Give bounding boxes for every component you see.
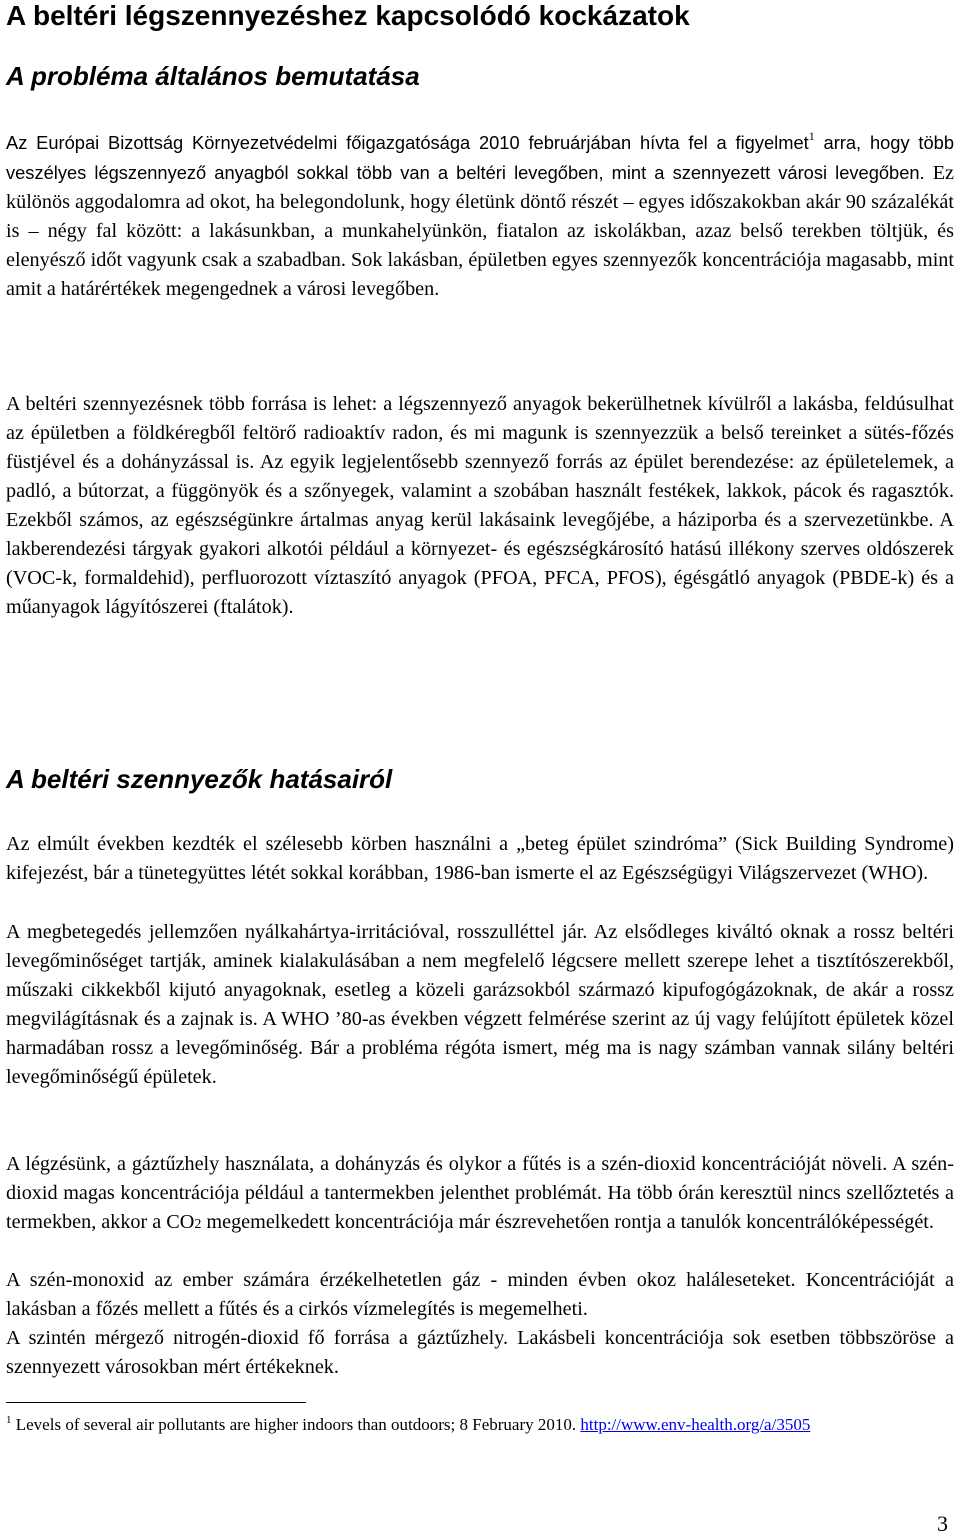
paragraph-text: Az elmúlt években kezdték el szélesebb körben használni a „beteg épület szindróma” (Sick Building Syndrome) kifejezést, bár a tünetegyüttes létét sokkal korábban, 1986-ban ismerte el az Egészségügyi Világszervezet (WHO).	[6, 833, 954, 884]
footnote-text: Levels of several air pollutants are higher indoors than outdoors; 8 February 2010.	[11, 1415, 581, 1434]
section1-paragraph-2	[6, 390, 954, 622]
subscript: 2	[194, 1217, 202, 1232]
paragraph-text: arra, hogy több veszélyes légszennyező anyagból sokkal több van a beltéri levegőben, mint a szennyezett városi levegőben.	[6, 132, 954, 183]
paragraph-text: Sok lakásban, épületben egyes szennyezők koncentrációja magasabb, mint amit a határértékek megengednek a városi levegőben.	[6, 249, 955, 300]
paragraph-text: A szintén mérgező nitrogén-dioxid fő forrása a gáztűzhely. Lakásbeli koncentrációja sok esetben többszöröse a szennyezett városokban mért értékeknek.	[6, 1327, 954, 1378]
footnote	[6, 1412, 954, 1438]
footnote-divider	[6, 1402, 306, 1403]
section2-paragraph-3	[6, 1150, 954, 1239]
paragraph-text: A szén-monoxid az ember számára érzékelhetetlen gáz - minden évben okoz haláleseteket. Koncentrációját a lakásban a főzés mellett a fűtés és a cirkós vízmelegítés is megemelheti.	[6, 1269, 954, 1320]
paragraph-text: megemelkedett koncentrációja már észrevehetően rontja a tanulók koncentrálóképességét.	[201, 1211, 934, 1233]
footnote-reference[interactable]: 1	[808, 129, 815, 143]
paragraph-text: Az Európai Bizottság Környezetvédelmi főigazgatósága 2010 februárjában hívta fel a figyelmet	[6, 132, 809, 153]
section-heading-effects: A beltéri szennyezők hatásairól	[6, 764, 393, 794]
section2-paragraph-5	[6, 1324, 954, 1382]
section-heading-general: A probléma általános bemutatása	[6, 61, 420, 91]
paragraph-text: A beltéri szennyezésnek több forrása is lehet: a légszennyező anyagok bekerülhetnek kívülről a lakásba, feldúsulhat az épületben a földkéregből feltörő radioaktív radon, és mi magunk is szennyezzük a belső tereinket a sütés-főzés füstjével és a dohányzással is. Az egyik legjelentősebb szennyező forrás az épület berendezése: az épületelemek, a padló, a bútorzat, a függönyök és a szőnyegek, valamint a szobában használt festékek, lakkok, pácok és ragasztók. Ezekből számos, az egészségünkre ártalmas anyag kerül lakásaink levegőjébe, a háziporba és a szervezetünkbe. A lakberendezési tárgyak gyakori alkotói például a környezet- és egészségkárosító hatású illékony szerves oldószerek (VOC-k, formaldehid), perfluorozott víztaszító anyagok (PFOA, PFCA, PFOS), égésgátló anyagok (PBDE-k) és a műanyagok lágyítószerei (ftalátok).	[6, 393, 954, 618]
paragraph-text: A légzésünk, a gáztűzhely használata, a dohányzás és olykor a fűtés is a szén-dioxid koncentrációját növeli. A szén-dioxid magas koncentrációja például a tantermekben jelenthet problémát. Ha több órán keresztül nincs szellőztetés a termekben, akkor a CO	[6, 1153, 954, 1233]
section1-paragraph-1	[6, 128, 954, 304]
paragraph-text: Ez különös aggodalomra ad okot, ha belegondolunk, hogy életünk döntő részét – egyes időszakokban akár 90 százalékát is – négy fal között: a lakásunkban, a munkahelyünkön, fiatalon az iskolákban, azaz belső terekben töltjük, és elenyésző időt vagyunk csak a szabadban.	[6, 162, 954, 271]
paragraph-text: A megbetegedés jellemzően nyálkahártya-irritációval, rosszulléttel jár. Az elsődleges kiváltó oknak a rossz beltéri levegőminőséget tartják, aminek kialakulásában a nem megfelelő légcsere mellett szerepe lehet a tisztítószerekből, műszaki cikkekből kijutó anyagoknak, esetleg a közeli garázsokból származó kipufogógázoknak, de akár a rossz megvilágításnak és a zajnak is. A WHO ’80-as években végzett felmérése szerint az új vagy felújított épületek közel harmadában rossz a levegőminőség. Bár a probléma régóta ismert, még ma is nagy számban vannak silány beltéri levegőminőségű épületek.	[6, 921, 954, 1088]
page-number: 3	[937, 1511, 948, 1536]
section2-paragraph-4	[6, 1266, 954, 1324]
section2-paragraph-1	[6, 830, 954, 888]
footnote-link[interactable]: http://www.env-health.org/a/3505	[580, 1415, 811, 1434]
section2-paragraph-2	[6, 918, 954, 1092]
footnote-marker: 1	[6, 1414, 12, 1426]
document-title: A beltéri légszennyezéshez kapcsolódó kockázatok	[6, 0, 690, 31]
